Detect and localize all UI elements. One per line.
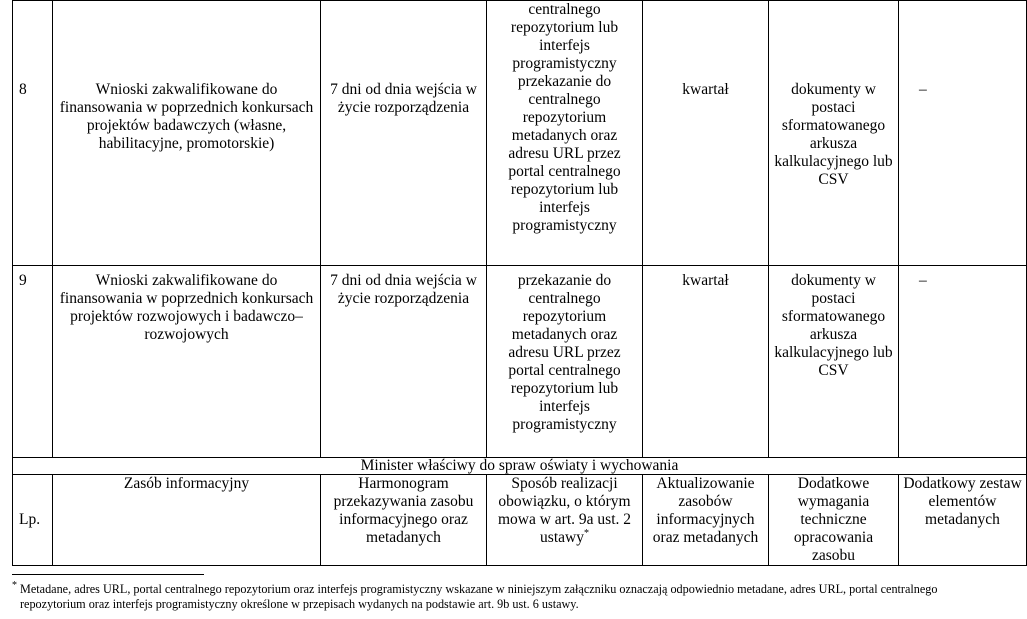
tech-cell: dokumenty w postaci sformatowanego arkusza kalkulacyjnego lub CSV [769,266,899,458]
extra-metadata-cell: – [899,1,1027,266]
row-number: 9 [13,266,53,458]
method-text: przekazanie do centralnego repozytorium metadanych oraz adresu URL przez portal centralnego repozytorium lub interfejs programistyczny [508,73,621,234]
schedule-cell: 7 dni od dnia wejścia w życie rozporządzenia [321,266,487,458]
tech-cell: dokumenty w postaci sformatowanego arkusza kalkulacyjnego lub CSV [769,1,899,266]
ministry-row [13,458,1027,475]
header-method: Sposób realizacji obowiązku, o którym mowa w art. 9a ust. 2 ustawy* [487,475,643,566]
footnote-rule [12,574,204,575]
resources-table [12,0,1027,566]
table-row [13,1,1027,266]
header-update: Aktualizowanie zasobów informacyjnych oraz metadanych [643,475,769,566]
header-resource: Zasób informacyjny [53,475,321,566]
schedule-cell: 7 dni od dnia wejścia w życie rozporządzenia [321,1,487,266]
method-cell [487,1,643,266]
header-tech: Dodatkowe wymagania techniczne opracowania zasobu [769,475,899,566]
row-number: 8 [13,1,53,266]
footnote [12,579,958,612]
footnote-marker: * [12,579,17,591]
table-row [13,266,1027,458]
ministry-cell: Minister właściwy do spraw oświaty i wychowania [13,458,1027,475]
header-schedule: Harmonogram przekazywania zasobu informacyjnego oraz metadanych [321,475,487,566]
resource-name: Wnioski zakwalifikowane do finansowania w poprzednich konkursach projektów rozwojowych i badawczo–rozwojowych [53,266,321,458]
header-lp: Lp. [13,475,53,566]
update-cell: kwartał [643,266,769,458]
header-extra: Dodatkowy zestaw elementów metadanych [899,475,1027,566]
method-prev-tail: centralnego repozytorium lub interfejs programistyczny [510,1,619,72]
footnote-text: Metadane, adres URL, portal centralnego repozytorium oraz interfejs programistyczny wskazane w niniejszym załączniku oznaczają odpowiednio metadane, adres URL, portal centralnego repozytorium oraz interfejs programistyczny określone w przepisach wydanych na podstawie art. 9b ust. 6 ustawy. [20,582,938,611]
resource-name: Wnioski zakwalifikowane do finansowania w poprzednich konkursach projektów badawczych (własne, habilitacyjne, promotorskie) [53,1,321,266]
extra-metadata-cell: – [899,266,1027,458]
method-cell: przekazanie do centralnego repozytorium metadanych oraz adresu URL przez portal centralnego repozytorium lub interfejs programistyczny [487,266,643,458]
update-cell: kwartał [643,1,769,266]
header-row [13,475,1027,566]
